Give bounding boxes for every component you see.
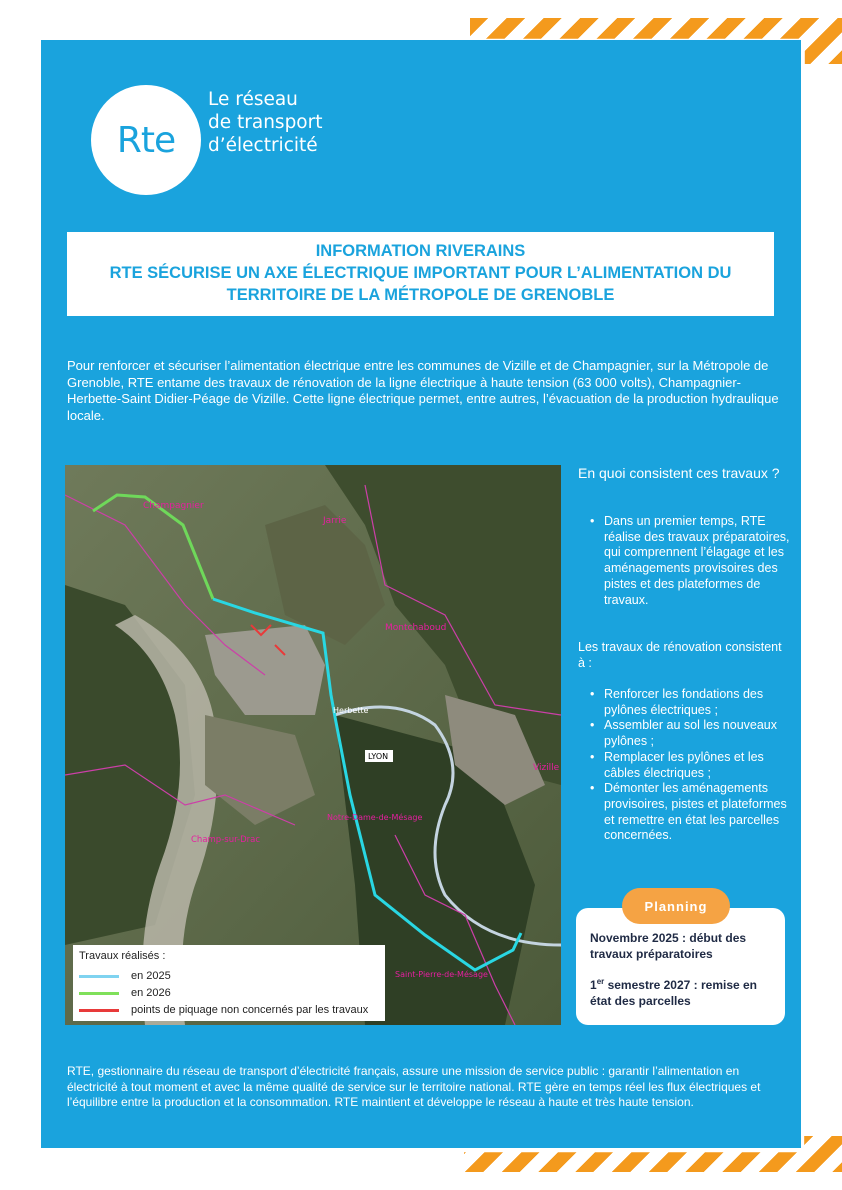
legend-swatch-2025 [79, 975, 119, 978]
title-line3: TERRITOIRE DE LA MÉTROPOLE DE GRENOBLE [226, 286, 615, 304]
legend-title: Travaux réalisés : [79, 950, 166, 962]
title-line1: INFORMATION RIVERAINS [315, 242, 526, 260]
place-montchaboud: Montchaboud [385, 623, 447, 633]
legend-item-2026 [79, 986, 171, 1000]
map-legend [73, 945, 385, 1021]
main-panel [41, 40, 801, 1148]
aerial-map [65, 465, 561, 1025]
legend-label: points de piquage non concernés par les travaux [131, 1004, 369, 1016]
place-saint-pierre-de-mesage: Saint-Pierre-de-Mésage [395, 970, 488, 979]
legend-label: en 2026 [131, 987, 171, 999]
title-line2: RTE SÉCURISE UN AXE ÉLECTRIQUE IMPORTANT POUR L’ALIMENTATION DU [109, 264, 732, 282]
works-intro: Les travaux de rénovation consistent à : [578, 640, 782, 670]
planning-item-1: Novembre 2025 : début des travaux préparatoires [590, 931, 747, 961]
planning-item-2-num: 1 [590, 978, 597, 992]
place-notre-dame-de-mesage: Notre-Dame-de-Mésage [327, 813, 423, 822]
works-heading: En quoi consistent ces travaux ? [578, 465, 780, 481]
title-box [67, 232, 774, 316]
logo-mark: Rte [116, 119, 176, 161]
planning-label: Planning [622, 888, 730, 924]
works-list-2 [578, 687, 792, 844]
place-herbette: Herbette [333, 706, 369, 715]
place-lyon: LYON [368, 752, 389, 761]
legend-swatch-2026 [79, 992, 119, 995]
legend-item-piquage [79, 1003, 368, 1017]
tagline-line: d’électricité [208, 135, 318, 156]
place-champagnier: Champagnier [143, 501, 204, 511]
rte-logo [91, 85, 201, 195]
place-champ-sur-drac: Champ-sur-Drac [191, 835, 261, 845]
legend-item-2025 [79, 969, 171, 983]
list-item: • Renforcer les fondations des pylônes électriques ; [578, 687, 792, 718]
footer-paragraph: RTE, gestionnaire du réseau de transport d’électricité français, assure une mission de service public : garantir l’alimentation en électricité à tout moment et avec la même qualité de service sur le territoire national. RTE gère en temps réel les flux électriques et l’équilibre entre la production et la consommation. RTE maintient et développe le réseau à haute et très haute tension. [67, 1064, 761, 1109]
planning-item-2-sup: er [596, 977, 605, 986]
list-item: • Remplacer les pylônes et les câbles électriques ; [578, 750, 792, 781]
place-vizille: Vizille [533, 763, 560, 773]
intro-paragraph: Pour renforcer et sécuriser l’alimentation électrique entre les communes de Vizille et de Champagnier, sur la Métropole de Grenoble, RTE entame des travaux de rénovation de la ligne électrique à haute tension (63 000 volts), Champagnier-Herbette-Saint Didier-Péage de Vizille. Cette ligne électrique permet, entre autres, l’évacuation de la production hydraulique locale. [67, 358, 779, 423]
planning-box [576, 908, 785, 1025]
planning-text [590, 930, 776, 1009]
legend-label: en 2025 [131, 970, 171, 982]
planning-item-2-rest: semestre 2027 : remise en état des parcelles [590, 978, 758, 1008]
works-list-1 [578, 514, 792, 608]
logo-tagline [208, 88, 323, 157]
list-item: • Dans un premier temps, RTE réalise des travaux préparatoires, qui comprennent l’élagage et les aménagements provisoires des pistes et des plateformes de travaux. [578, 514, 792, 608]
legend-swatch-piquage [79, 1009, 119, 1012]
tagline-line: Le réseau [208, 89, 298, 110]
map-graphic [65, 465, 561, 1025]
planning-item-2 [590, 974, 776, 1009]
place-jarrie: Jarrie [323, 516, 347, 526]
tagline-line: de transport [208, 112, 323, 133]
list-item: • Assembler au sol les nouveaux pylônes ; [578, 718, 792, 749]
list-item: • Démonter les aménagements provisoires, pistes et plateformes et remettre en état les parcelles concernées. [578, 781, 792, 844]
